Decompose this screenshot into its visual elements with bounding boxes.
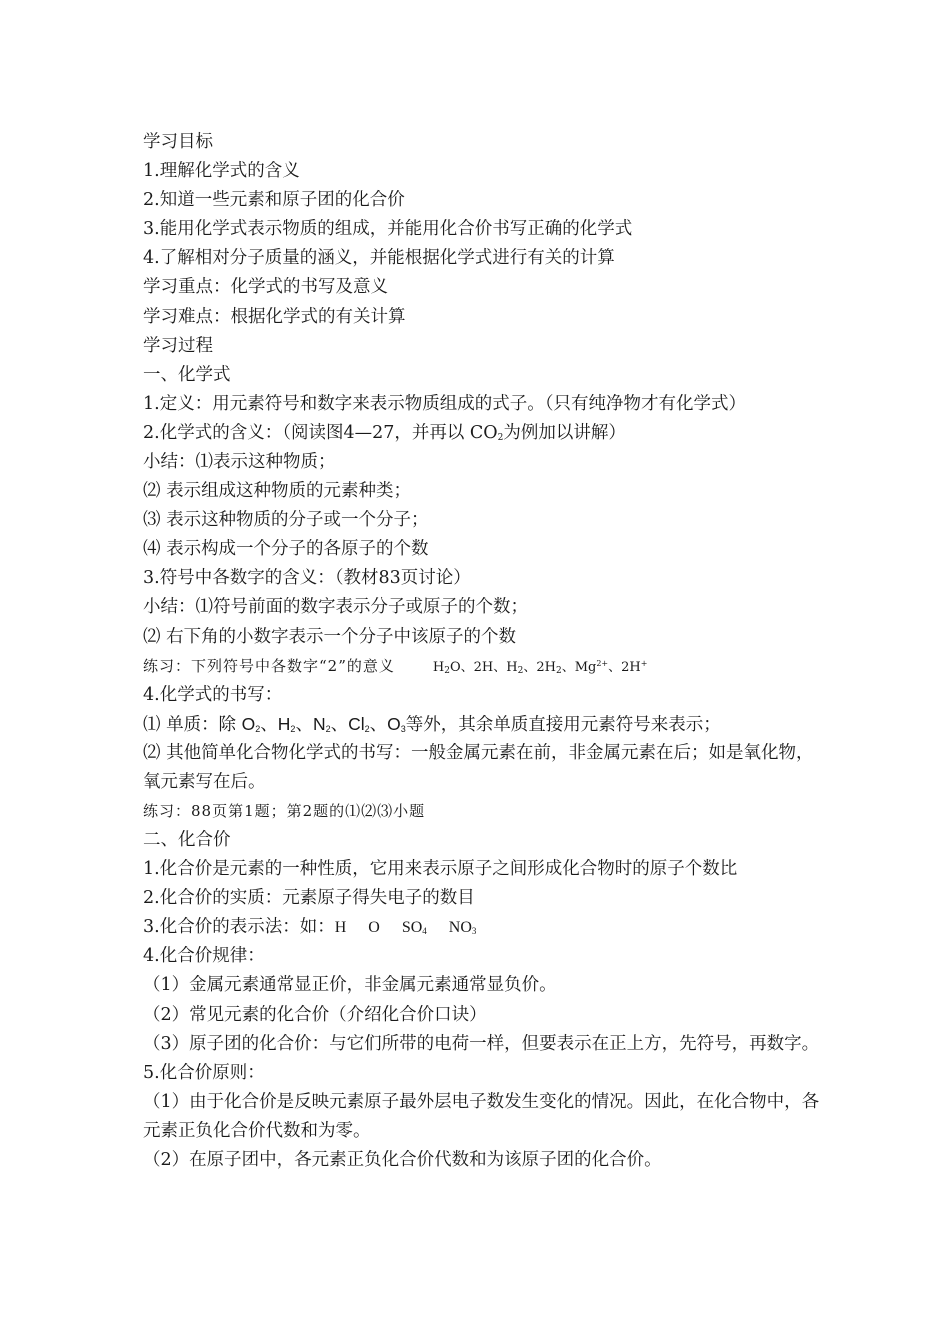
symbol-part: NO [448, 919, 472, 937]
section1-title: 一、化学式 [143, 364, 231, 385]
symbol-sub: 4 [422, 926, 427, 937]
summary-item: ⑵ 表示组成这种物质的元素种类； [143, 481, 412, 502]
element: N [312, 713, 326, 734]
formula-n2 [313, 714, 331, 734]
formula-part: H [506, 659, 518, 675]
summary-item: ⑶ 表示这种物质的分子或一个分子； [143, 510, 429, 531]
key-point: 学习重点：化学式的书写及意义 [143, 277, 388, 298]
element-count: 2 [364, 723, 370, 734]
meaning-sub: 2 [497, 432, 504, 443]
elemental-prefix: ⑴ 单质：除 [143, 714, 242, 735]
summary-item: 小结：⑴表示这种物质； [143, 451, 336, 472]
symbol-so4 [402, 913, 427, 942]
formula-part: 、 [523, 659, 537, 675]
principle-item: （2）在原子团中，各元素正负化合价代数和为该原子团的化合价。 [143, 1149, 662, 1170]
principle-item: （1）由于化合价是反映元素原子最外层电子数发生变化的情况。因此，在化合物中，各元素正负化合价代数和为零。 [143, 1091, 820, 1141]
valence-item: 2.化合价的实质：元素原子得失电子的数目 [143, 888, 475, 909]
symbol-part: SO [401, 919, 423, 937]
formula-part: 、 [561, 659, 575, 675]
meaning-line [143, 419, 823, 448]
symbol-o: O [368, 919, 380, 937]
exercise1-items [433, 653, 648, 682]
summary-item: ⑷ 表示构成一个分子的各原子的个数 [143, 539, 429, 560]
exercise1-label: 练习：下列符号中各数字“2”的意义 [143, 656, 395, 675]
formula-sub: 2 [555, 665, 562, 676]
exercise1 [143, 652, 823, 681]
formula-part: 2H [536, 659, 556, 675]
goal-item: 4.了解相对分子质量的涵义，并能根据化学式进行有关的计算 [143, 248, 615, 269]
symbol-no3 [449, 913, 477, 942]
document-content [143, 128, 823, 1175]
section2-title: 二、化合价 [143, 829, 231, 850]
compound-rule: ⑵ 其他简单化合物化学式的书写：一般金属元素在前，非金属元素在后；如是氧化物，氧元素写在后。 [143, 742, 814, 792]
definition: 1.定义：用元素符号和数字来表示物质组成的式子。（只有纯净物才有化学式） [143, 393, 746, 414]
elemental-rule: ⑴ 单质：除 $O_2$、$H_2$、$N_2$、$Cl_2$、$O_3$等外，其余单质直接用元素符号来表示； [143, 713, 721, 735]
element-count: 2 [325, 723, 331, 734]
symbol-h: H [334, 919, 347, 937]
goal-item: 1.理解化学式的含义 [143, 161, 300, 182]
summary-item: ⑵ 右下角的小数字表示一个分子中该原子的个数 [143, 626, 517, 647]
goal-item: 3.能用化学式表示物质的组成，并能用化合价书写正确的化学式 [143, 219, 633, 240]
elemental-suffix: 等外，其余单质直接用元素符号来表示； [405, 714, 721, 735]
meaning-suffix: 为例加以讲解） [503, 422, 626, 443]
formula-sup: + [640, 658, 648, 668]
goal-item: 2.知道一些元素和原子团的化合价 [143, 190, 405, 211]
formula-o3 [387, 714, 406, 734]
element: Cl [348, 713, 365, 734]
formula-part: O、 [449, 659, 474, 675]
meaning-prefix: 2.化学式的含义：（阅读图4—27，并再以 CO [143, 422, 498, 443]
rule-item: （2）常见元素的化合价（介绍化合价口诀） [143, 1004, 487, 1025]
formula-sub: 2 [517, 665, 524, 676]
element: O [387, 713, 401, 734]
notation-prefix: 3.化合价的表示法：如： [143, 917, 335, 938]
heading-goals: 学习目标 [143, 132, 213, 152]
formula-part: H [432, 659, 445, 675]
principles-title: 5.化合价原则： [143, 1062, 265, 1083]
notation-line [143, 913, 823, 942]
formula-sup: 2+ [596, 658, 609, 668]
rule-item: （1）金属元素通常显正价，非金属元素通常显负价。 [143, 975, 557, 996]
element-count: 2 [290, 723, 296, 734]
formula-part: 2H [621, 659, 641, 675]
formula-o2 [242, 714, 261, 734]
writing-title: 4.化学式的书写： [143, 684, 283, 705]
element: H [277, 713, 291, 734]
heading-process: 学习过程 [143, 335, 213, 356]
symbol-sub: 3 [471, 926, 477, 937]
numbers-meaning: 3.符号中各数字的含义：（教材83页讨论） [143, 568, 471, 589]
element-count: 3 [400, 723, 406, 734]
difficult-point: 学习难点：根据化学式的有关计算 [143, 306, 406, 327]
summary-item: 小结：⑴符号前面的数字表示分子或原子的个数； [143, 597, 528, 618]
rule-item: （3）原子团的化合价：与它们所带的电荷一样，但要表示在正上方，先符号，再数字。 [143, 1033, 820, 1054]
element: O [241, 713, 256, 734]
rules-title: 4.化合价规律： [143, 946, 265, 967]
exercise2: 练习：88页第1题；第2题的⑴⑵⑶小题 [143, 801, 426, 820]
formula-part: 、 [608, 659, 622, 675]
formula-cl2 [348, 714, 370, 734]
valence-item: 1.化合价是元素的一种性质，它用来表示原子之间形成化合物时的原子个数比 [143, 859, 738, 880]
formula-part: Mg [574, 659, 597, 675]
formula-part: 2H、 [473, 659, 507, 675]
element-count: 2 [255, 723, 261, 734]
formula-sub: 2 [444, 665, 450, 676]
formula-h2 [278, 714, 296, 734]
